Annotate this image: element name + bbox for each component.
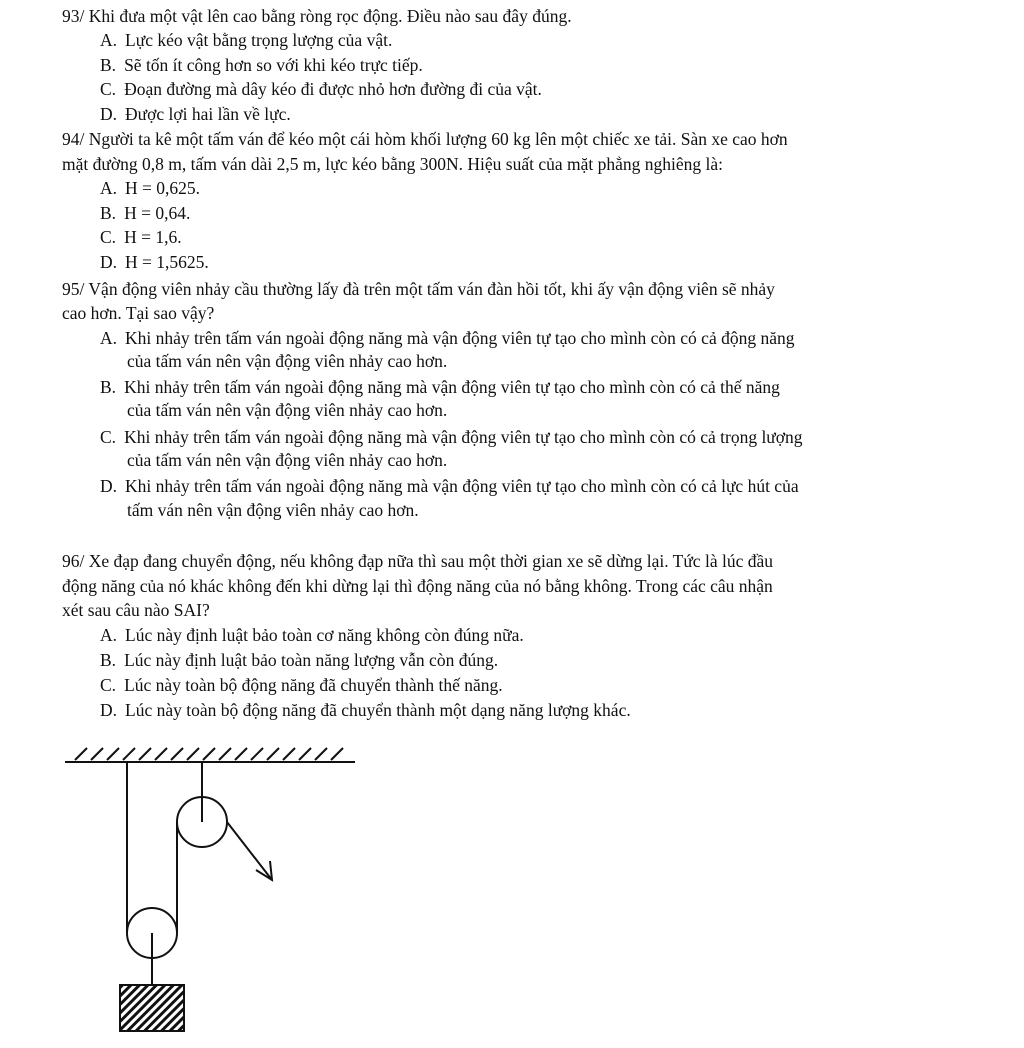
q96-stem-line3: xét sau câu nào SAI? <box>62 600 210 620</box>
q93-option-a: A. Lực kéo vật bằng trọng lượng của vật. <box>100 30 393 50</box>
q96-option-c: C. Lúc này toàn bộ động năng đã chuyển thành thế năng. <box>100 675 503 695</box>
q94-option-d: D. H = 1,5625. <box>100 252 209 272</box>
q93-stem: 93/ Khi đưa một vật lên cao bằng ròng rọc động. Điều nào sau đây đúng. <box>62 6 572 26</box>
q93-option-c: C. Đoạn đường mà dây kéo đi được nhỏ hơn đường đi của vật. <box>100 79 542 99</box>
q94-option-c: C. H = 1,6. <box>100 227 182 247</box>
q95-option-a-cont: của tấm ván nên vận động viên nhảy cao hơn. <box>127 351 448 371</box>
q95-option-b-cont: của tấm ván nên vận động viên nhảy cao hơn. <box>127 400 448 420</box>
q94-stem-line1: 94/ Người ta kê một tấm ván để kéo một cái hòm khối lượng 60 kg lên một chiếc xe tải. Sàn xe cao hơn <box>62 129 788 149</box>
q95-option-b: B. Khi nhảy trên tấm ván ngoài động năng mà vận động viên tự tạo cho mình còn có cả thế năng <box>100 377 780 397</box>
q94-option-b: B. H = 0,64. <box>100 203 191 223</box>
pull-rope <box>227 822 272 880</box>
q93-option-d: D. Được lợi hai lần về lực. <box>100 104 291 124</box>
q94-stem-line2: mặt đường 0,8 m, tấm ván dài 2,5 m, lực kéo bằng 300N. Hiệu suất của mặt phẳng nghiêng là: <box>62 154 724 174</box>
ceiling <box>65 748 355 762</box>
q95-option-c-cont: của tấm ván nên vận động viên nhảy cao hơn. <box>127 450 448 470</box>
q94-option-a: A. H = 0,625. <box>100 178 201 198</box>
q95-option-d: D. Khi nhảy trên tấm ván ngoài động năng mà vận động viên tự tạo cho mình còn có cả lực hút của <box>100 476 799 496</box>
pulley-system-icon <box>60 740 380 1040</box>
q95-option-c: C. Khi nhảy trên tấm ván ngoài động năng mà vận động viên tự tạo cho mình còn có cả trọng lượng <box>100 427 803 447</box>
q95-option-d-cont: tấm ván nên vận động viên nhảy cao hơn. <box>127 500 419 520</box>
q95-stem-line1: 95/ Vận động viên nhảy cầu thường lấy đà trên một tấm ván đàn hồi tốt, khi ấy vận động viên sẽ nhảy <box>62 279 775 299</box>
load-block <box>120 985 184 1031</box>
q96-stem-line2: động năng của nó khác không đến khi dừng lại thì động năng của nó bằng không. Trong các câu nhận <box>62 576 773 596</box>
q95-stem-line2: cao hơn. Tại sao vậy? <box>62 303 215 323</box>
q96-option-a: A. Lúc này định luật bảo toàn cơ năng không còn đúng nữa. <box>100 625 524 645</box>
q96-stem-line1: 96/ Xe đạp đang chuyển động, nếu không đạp nữa thì sau một thời gian xe sẽ dừng lại. Tức là lúc đầu <box>62 551 773 571</box>
q95-option-a: A. Khi nhảy trên tấm ván ngoài động năng mà vận động viên tự tạo cho mình còn có cả động năng <box>100 328 795 348</box>
q96-option-b: B. Lúc này định luật bảo toàn năng lượng vẫn còn đúng. <box>100 650 499 670</box>
q96-option-d: D. Lúc này toàn bộ động năng đã chuyển thành một dạng năng lượng khác. <box>100 700 631 720</box>
q93-option-b: B. Sẽ tốn ít công hơn so với khi kéo trực tiếp. <box>100 55 423 75</box>
